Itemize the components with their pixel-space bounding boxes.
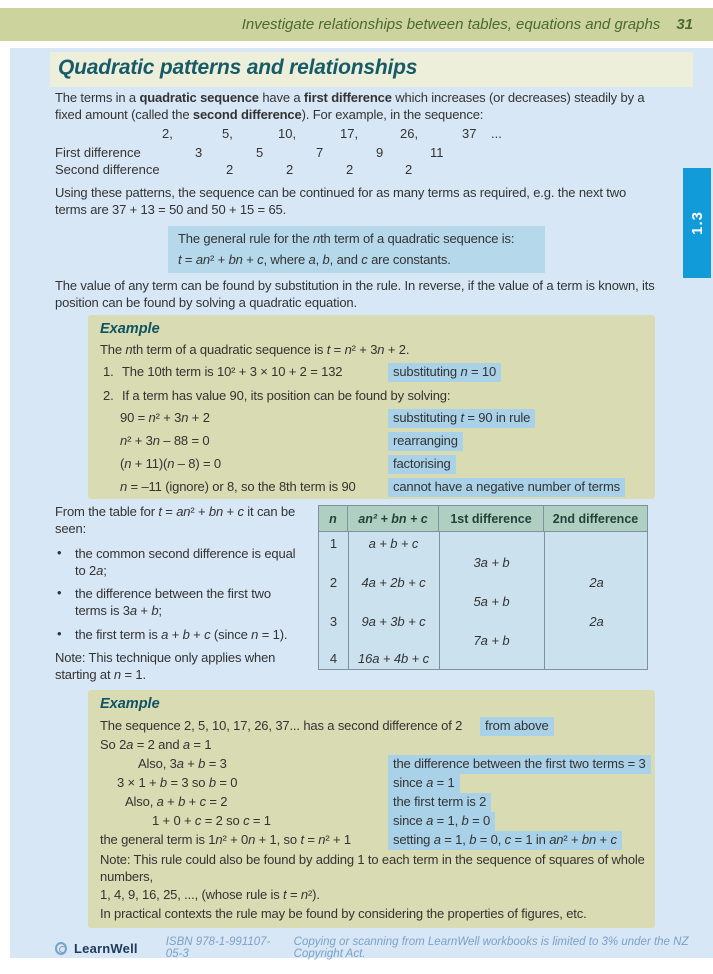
table-formula: a + b + c <box>368 536 419 551</box>
first-difference-value: 11 <box>430 145 444 160</box>
section-tab <box>683 168 711 278</box>
example2-box <box>88 690 655 928</box>
rule-line1: The general rule for the nth term of a quadratic sequence is: <box>178 231 515 246</box>
table-formula: 16a + 4b + c <box>357 651 430 666</box>
page-footer <box>55 936 713 960</box>
example2-line1-annotation: from above <box>480 717 554 736</box>
continuing-paragraph-line2: terms are 37 + 13 = 50 and 50 + 15 = 65. <box>55 202 287 217</box>
example1-step3-annotation: factorising <box>388 455 456 474</box>
example2-line1: The sequence 2, 5, 10, 17, 26, 37... has a second difference of 2 <box>100 718 463 733</box>
intro-paragraph-line1: The terms in a quadratic sequence have a first difference which increases (or decreases) steadily by a <box>55 90 645 105</box>
example1-step1-equation: 90 = n² + 3n + 2 <box>120 410 210 425</box>
table-n-value: 1 <box>329 536 338 551</box>
general-rule-box <box>168 226 545 273</box>
example1-item1-text: The 10th term is 10² + 3 × 10 + 2 = 132 <box>122 364 343 379</box>
example1-step2-equation: n² + 3n – 88 = 0 <box>120 433 210 448</box>
sequence-term: 37 <box>462 126 477 141</box>
example2-note-line4: In practical contexts the rule may be found by considering the properties of figures, etc. <box>100 906 587 921</box>
table-n-value: 2 <box>329 575 338 590</box>
first-difference-value: 5 <box>256 145 264 160</box>
table-n-value: 3 <box>329 614 338 629</box>
example2-row1-annotation: the difference between the first two terms = 3 <box>388 755 651 774</box>
sequence-term: 2, <box>162 126 173 141</box>
fromtable-line1: From the table for t = an² + bn + c it can be <box>55 504 296 519</box>
example2-row4-equation: 1 + 0 + c = 2 so c = 1 <box>152 813 271 828</box>
example1-item1-annotation: substituting n = 10 <box>388 363 501 382</box>
intro-paragraph-line2: fixed amount (called the second difference). For example, in the sequence: <box>55 107 484 122</box>
example1-intro: The nth term of a quadratic sequence is t = n² + 3n + 2. <box>100 342 410 357</box>
example1-step4-annotation: cannot have a negative number of terms <box>388 478 625 497</box>
example1-item2-text: If a term has value 90, its position can be found by solving: <box>122 388 451 403</box>
example2-heading: Example <box>100 696 160 712</box>
table-header-second-difference: 2nd difference <box>552 511 639 526</box>
example2-row3-equation: Also, a + b + c = 2 <box>125 794 228 809</box>
example2-row3-annotation: the first term is 2 <box>388 793 491 812</box>
second-difference-value: 2 <box>226 162 234 177</box>
bullet1-line1: • the common second difference is equal <box>75 546 295 562</box>
second-difference-value: 2 <box>405 162 413 177</box>
example1-step2-annotation: rearranging <box>388 432 463 451</box>
fromtable-line2: seen: <box>55 521 87 536</box>
bullet2-line2: terms is 3a + b; <box>75 603 162 618</box>
example1-step4-equation: n = –11 (ignore) or 8, so the 8th term is 90 <box>120 479 356 494</box>
example2-row2-annotation: since a = 1 <box>388 774 460 793</box>
example2-line2: So 2a = 2 and a = 1 <box>100 737 212 752</box>
difference-table-header <box>319 506 647 532</box>
example1-step1-annotation: substituting t = 90 in rule <box>388 409 535 428</box>
table-formula: 9a + 3b + c <box>361 614 426 629</box>
example2-row2-equation: 3 × 1 + b = 3 so b = 0 <box>117 775 238 790</box>
second-difference-value: 2 <box>346 162 354 177</box>
first-difference-value: 9 <box>376 145 384 160</box>
example2-note-line1: Note: This rule could also be found by adding 1 to each term in the sequence of squares of whole <box>100 852 645 867</box>
example2-row5-equation: the general term is 1n² + 0n + 1, so t = n² + 1 <box>100 832 351 847</box>
second-difference-value: 2 <box>286 162 294 177</box>
table-formula: 4a + 2b + c <box>361 575 426 590</box>
table-first-difference: 7a + b <box>473 633 510 648</box>
bullet3-line1: • the first term is a + b + c (since n = 1). <box>75 627 287 643</box>
table-header-n: n <box>319 506 348 531</box>
example2-row4-annotation: since a = 1, b = 0 <box>388 812 495 831</box>
page-number: 31 <box>676 16 693 33</box>
example2-note-line2: numbers, <box>100 869 153 884</box>
bullet1-line2: to 2a; <box>75 563 107 578</box>
value-paragraph-line1: The value of any term can be found by substitution in the rule. In reverse, if the value of a term is known, its <box>55 278 655 293</box>
publisher-name: LearnWell <box>74 940 138 956</box>
example1-item1-number: 1. <box>103 364 114 379</box>
table-header-formula: an² + bn + c <box>348 506 439 531</box>
table-second-difference: 2a <box>589 614 604 629</box>
page-header-band <box>0 8 713 41</box>
table-header-first-difference: 1st difference <box>439 506 544 531</box>
technique-note-line1: Note: This technique only applies when <box>55 650 276 665</box>
table-divider <box>348 532 349 670</box>
first-difference-label: First difference <box>55 145 141 160</box>
difference-table <box>318 505 648 670</box>
second-difference-label: Second difference <box>55 162 160 177</box>
sequence-term: 10, <box>278 126 297 141</box>
chapter-title: Investigate relationships between tables, equations and graphs <box>241 16 661 33</box>
table-first-difference: 5a + b <box>473 594 510 609</box>
table-divider <box>544 532 545 670</box>
example1-heading: Example <box>100 321 160 337</box>
sequence-term: 17, <box>340 126 359 141</box>
sequence-term: 26, <box>400 126 419 141</box>
example1-item2-number: 2. <box>103 388 114 403</box>
copyright-notice: Copying or scanning from LearnWell workbooks is limited to 3% under the NZ Copyright Act. <box>293 936 689 960</box>
sequence-ellipsis: ... <box>491 126 502 141</box>
rule-line2: t = an² + bn + c, where a, b, and c are constants. <box>178 252 451 267</box>
first-difference-value: 3 <box>195 145 203 160</box>
continuing-paragraph-line1: Using these patterns, the sequence can be continued for as many terms as required, e.g. the next two <box>55 185 627 200</box>
learnwell-logo-icon <box>55 942 67 955</box>
isbn: ISBN 978-1-991107-05-3 <box>165 936 271 960</box>
example1-box <box>88 315 655 499</box>
first-difference-value: 7 <box>316 145 324 160</box>
table-first-difference: 3a + b <box>473 555 510 570</box>
bullet2-line1: • the difference between the first two <box>75 586 271 602</box>
section-tab-label: 1.3 <box>688 211 706 235</box>
example2-row1-equation: Also, 3a + b = 3 <box>138 756 227 771</box>
example2-note-line3: 1, 4, 9, 16, 25, ..., (whose rule is t = n²). <box>100 887 320 902</box>
table-n-value: 4 <box>329 651 338 666</box>
section-title: Quadratic patterns and relationships <box>58 56 418 79</box>
section-title-strip <box>50 52 693 87</box>
example1-step3-equation: (n + 11)(n – 8) = 0 <box>120 456 222 471</box>
difference-table-body <box>319 532 647 670</box>
value-paragraph-line2: position can be found by solving a quadratic equation. <box>55 295 357 310</box>
sequence-term: 5, <box>222 126 233 141</box>
example2-row5-annotation: setting a = 1, b = 0, c = 1 in an² + bn + c <box>388 831 622 850</box>
table-second-difference: 2a <box>589 575 604 590</box>
technique-note-line2: starting at n = 1. <box>55 667 146 682</box>
